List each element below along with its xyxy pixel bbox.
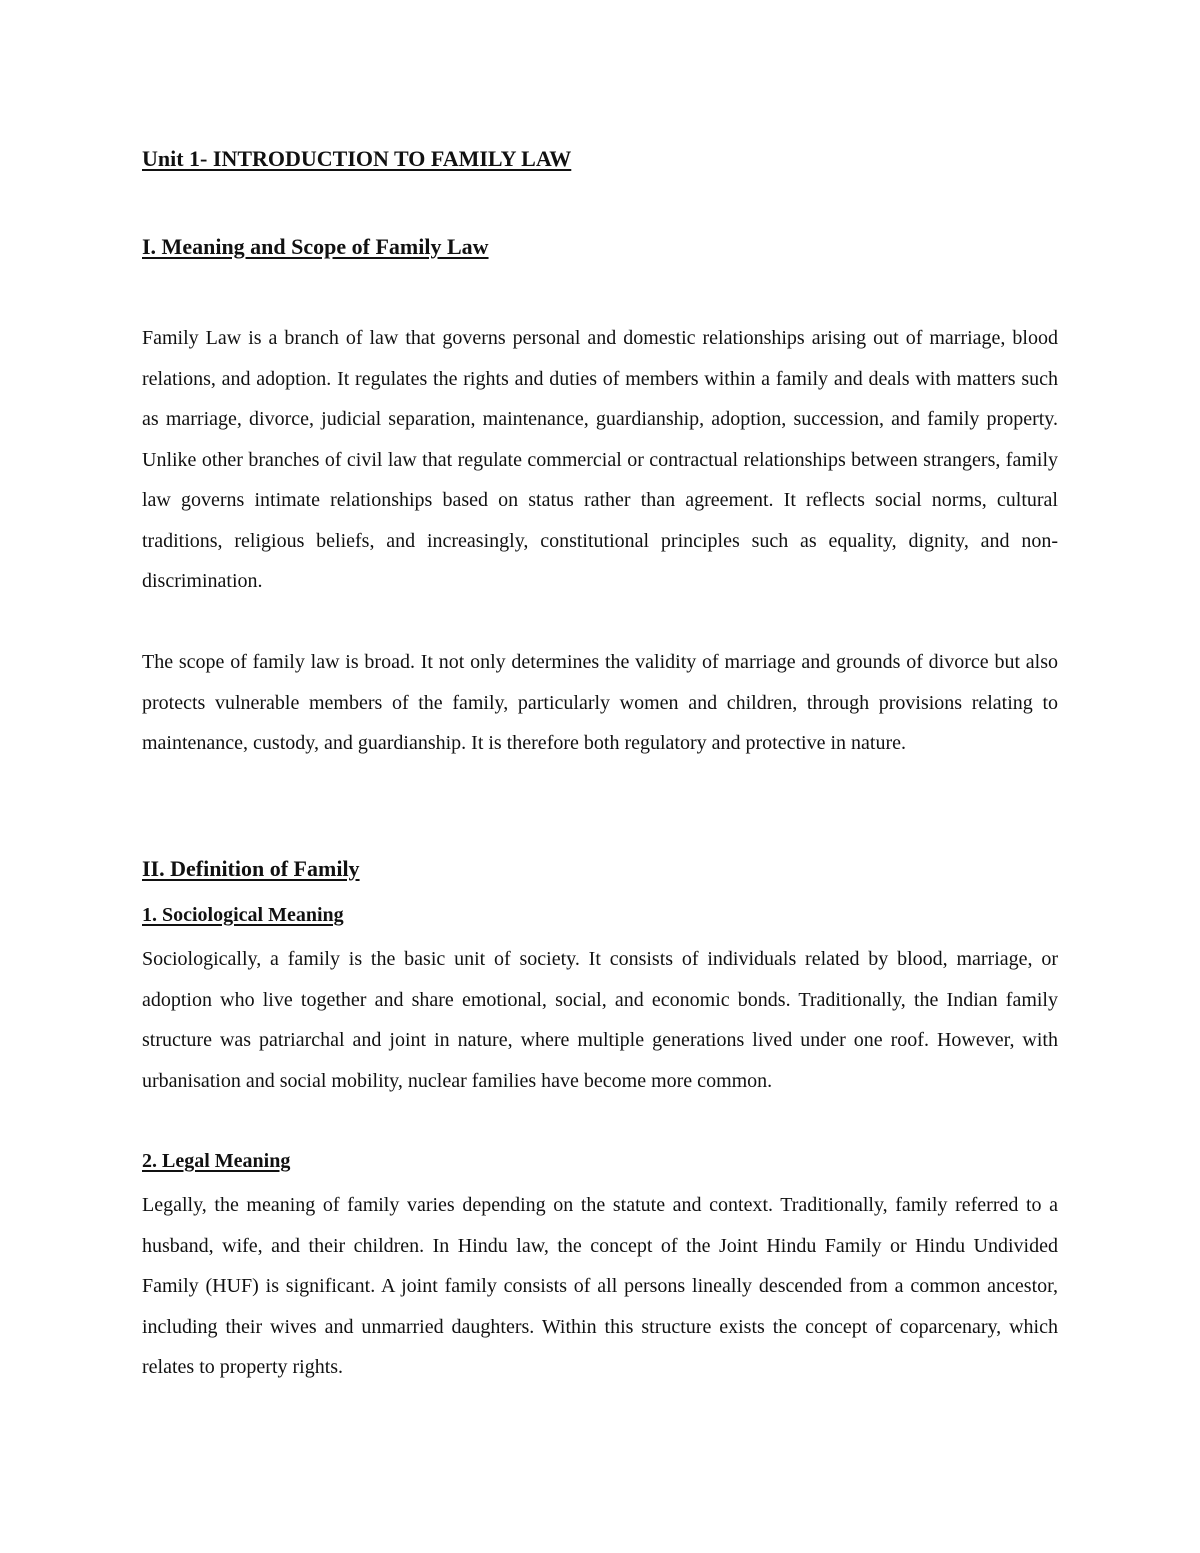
paragraph-legal-meaning: Legally, the meaning of family varies depending on the statute and context. Traditionally, family referred to a husband, wife, and their children. In Hindu law, the concept of the Joint Hindu Family or Hindu Undivided Family (HUF) is significant. A joint family consists of all persons lineally descended from a common ancestor, including their wives and unmarried daughters. Within this structure exists the concept of coparcenary, which relates to property rights. <box>142 1194 1058 1378</box>
paragraph-scope-of-family-law: The scope of family law is broad. It not only determines the validity of marriage and grounds of divorce but also protects vulnerable members of the family, particularly women and children, through provisions relating to maintenance, custody, and guardianship. It is therefore both regulatory and protective in nature. <box>142 651 1058 754</box>
subheading-legal-meaning: 2. Legal Meaning <box>142 1150 291 1172</box>
paragraph-family-law-definition: Family Law is a branch of law that governs personal and domestic relationships arising out of marriage, blood relations, and adoption. It regulates the rights and duties of members within a family and deals with matters such as marriage, divorce, judicial separation, maintenance, guardianship, adoption, succession, and family property. Unlike other branches of civil law that regulate commercial or contractual relationships between strangers, family law governs intimate relationships based on status rather than agreement. It reflects social norms, cultural traditions, religious beliefs, and increasingly, constitutional principles such as equality, dignity, and non-discrimination. <box>142 327 1058 592</box>
paragraph-sociological-meaning: Sociologically, a family is the basic unit of society. It consists of individuals related by blood, marriage, or adoption who live together and share emotional, social, and economic bonds. Traditionally, the Indian family structure was patriarchal and joint in nature, where multiple generations lived under one roof. However, with urbanisation and social mobility, nuclear families have become more common. <box>142 948 1058 1092</box>
unit-title: Unit 1- INTRODUCTION TO FAMILY LAW <box>142 146 572 171</box>
section-heading-meaning-scope: I. Meaning and Scope of Family Law <box>142 234 489 259</box>
section-heading-definition-of-family: II. Definition of Family <box>142 856 360 881</box>
subheading-sociological-meaning: 1. Sociological Meaning <box>142 904 344 926</box>
